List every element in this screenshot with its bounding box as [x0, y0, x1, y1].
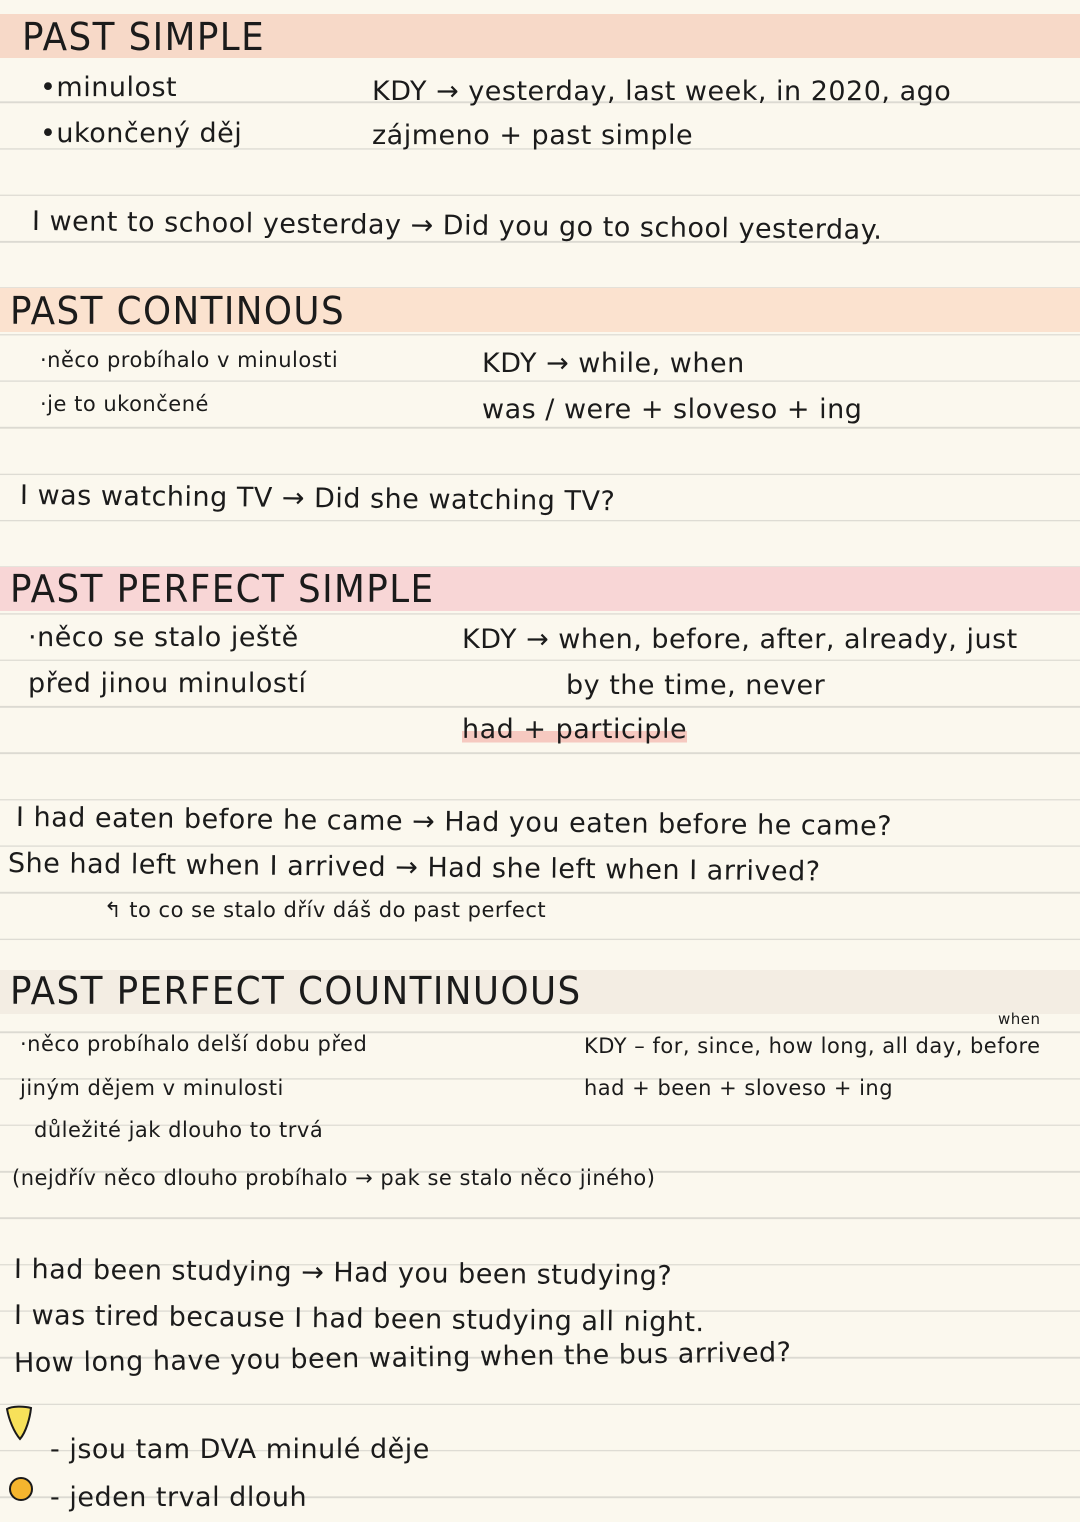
footer-bullet-2: - jeden trval dlouh	[50, 1482, 308, 1513]
past-perfect-continuous-example-1: I had been studying → Had you been studying?	[13, 1254, 673, 1292]
past-simple-example: I went to school yesterday → Did you go to school yesterday.	[31, 206, 883, 246]
heading-past-simple: PAST SIMPLE	[22, 15, 266, 59]
past-perfect-continuous-note-1: ·něco probíhalo delší dobu před	[20, 1032, 368, 1056]
past-continuous-example: I was watching TV → Did she watching TV?	[19, 480, 616, 518]
past-perfect-continuous-note-3: důležité jak dlouho to trvá	[34, 1118, 324, 1142]
past-perfect-continuous-form: had + been + sloveso + ing	[584, 1076, 894, 1100]
past-perfect-continuous-explanation: (nejdřív něco dlouho probíhalo → pak se stalo něco jiného)	[12, 1166, 656, 1190]
past-perfect-simple-arrow-note: ↰ to co se stalo dřív dáš do past perfect	[104, 898, 547, 922]
past-simple-kdy: KDY → yesterday, last week, in 2020, ago	[372, 76, 952, 107]
past-perfect-simple-kdy-1: KDY → when, before, after, already, just	[462, 624, 1018, 655]
circle-icon	[8, 1476, 34, 1502]
past-perfect-simple-form: had + participle	[462, 714, 688, 745]
past-perfect-simple-example-2: She had left when I arrived → Had she left when I arrived?	[7, 848, 821, 888]
past-perfect-simple-note-1: ·něco se stalo ještě	[28, 622, 299, 653]
past-perfect-simple-note-2: před jinou minulostí	[28, 668, 307, 699]
heart-icon	[4, 1404, 34, 1442]
past-continuous-note-1: ·něco probíhalo v minulosti	[40, 348, 339, 372]
heading-past-perfect-simple: PAST PERFECT SIMPLE	[10, 567, 435, 611]
past-continuous-kdy: KDY → while, when	[482, 348, 745, 379]
past-simple-note-2: •ukončený děj	[40, 118, 243, 149]
past-continuous-note-2: ·je to ukončené	[40, 392, 209, 416]
past-perfect-continuous-kdy-extra: when	[998, 1010, 1041, 1028]
past-perfect-continuous-example-2: I was tired because I had been studying all night.	[13, 1300, 705, 1339]
past-perfect-continuous-kdy: KDY – for, since, how long, all day, before	[584, 1034, 1041, 1058]
past-perfect-continuous-note-2: jiným dějem v minulosti	[20, 1076, 284, 1100]
heading-past-continuous: PAST CONTINOUS	[10, 289, 346, 333]
past-continuous-form: was / were + sloveso + ing	[482, 394, 863, 425]
footer-bullet-1: - jsou tam DVA minulé děje	[50, 1434, 430, 1465]
past-perfect-simple-example-1: I had eaten before he came → Had you eaten before he came?	[15, 802, 893, 843]
past-simple-form: zájmeno + past simple	[372, 120, 694, 151]
past-simple-note-1: •minulost	[40, 72, 178, 103]
heading-past-perfect-continuous: PAST PERFECT COUNTINUOUS	[10, 969, 582, 1013]
past-perfect-continuous-example-3: How long have you been waiting when the bus arrived?	[13, 1337, 792, 1379]
past-perfect-simple-kdy-2: by the time, never	[566, 670, 826, 701]
